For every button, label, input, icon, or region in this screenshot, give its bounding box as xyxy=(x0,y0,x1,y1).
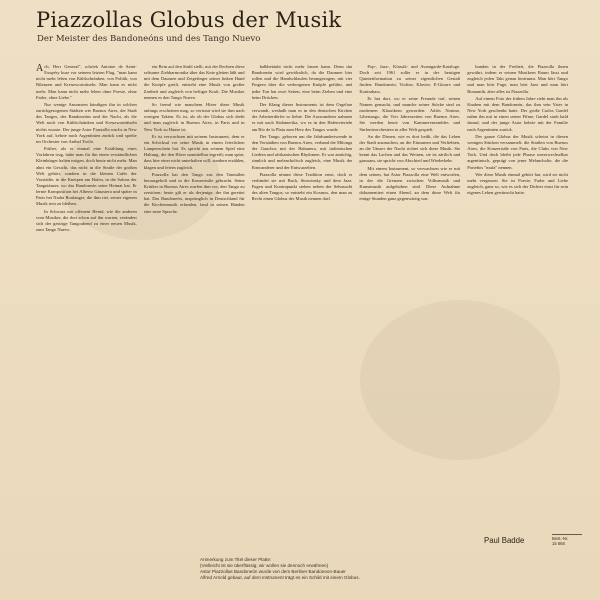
article-paragraph: Wer diese Musik einmal gehört hat, wird sie nicht mehr vergessen. Sie ist Poesie, Farbe und Liebe zugleich, ganz so, wie es sich der Dichter einst für sein eigenes Leben gewünscht hatte. xyxy=(467,171,568,196)
article-paragraph: Der Klang dieses Instruments ist dem Orgelton verwandt, weshalb man es in den deutschen Kirchen der Arbeiterdörfer so liebte. Die Auswanderer nahmen es mit nach Südamerika, wo es in den Hafenvierteln am Río de la Plata zum Herz des Tangos wurde. xyxy=(251,101,353,132)
catalog-number: 15 668 xyxy=(552,541,565,547)
article-column xyxy=(36,64,137,542)
article-paragraph: In Schwarz mit offenem Hemd, wie die anderen vom Musiker, die dort schon auf ihn warten, verändert sich der gestrige Tangoabend zu einer neuen Musik, zum Tango Nuevo. xyxy=(36,208,137,233)
article-paragraph: Der Tango, geboren um die Jahrhundertwende in den Vorstädten von Buenos Aires, verband die Milonga der Gauchos mit der Habanera, mit italienischen Liedern und afrikanischen Rhythmen. Er war anrüchig, sinnlich und melancholisch zugleich, eine Musik der Einwanderer und der Entwurzelten. xyxy=(251,133,353,170)
article-paragraph: Nur wenige Ansonsten kündigen ihn in solchen zurückgezogenen Städten wie Buenos Aires, der Stadt des Tangos, des Bandoneóns und der Nacht, als die Welt noch von Kühlschränken und Kreuzworträtseln nichts wusste. Der junge Astor Piazzolla wuchs in New York auf, kehrte nach Argentinien zurück und spielte im Orchester von Aníbal Troilo. xyxy=(36,101,137,144)
article-paragraph: Pop-, Jazz-, Klassik- und Avantgarde-Kataloge. Doch seit 1961 sollte er in der heutigen Quintettformation zu seiner eigentlichen Gestalt finden: Bandoneón, Violine, Klavier, E-Gitarre und Kontrabass. xyxy=(359,64,461,94)
article-column xyxy=(359,64,460,542)
article-paragraph: Er hat dort, wo er seine Freunde traf, seinen Namen gemacht, und manche seiner Stücke sind zu modernen Klassikern geworden: Adiós Nonino, Libertango, die Vier Jahreszeiten von Buenos Aires. Sie werden heute von Kammerensembles und Sinfonieorchestern in aller Welt gespielt. xyxy=(359,95,461,132)
catalog-number-box xyxy=(552,534,582,546)
article-paragraph: An die Dirnen, wie es dort heißt, die das Leben der Stadt ausmachen, an die Einsamen und Verliebten, an die Tänzer der Nacht richtet sich diese Musik. Sie kennt das Lachen und das Weinen, sie ist zärtlich und grausam, sie spricht von Abschied und Wiederkehr. xyxy=(359,133,461,164)
article-column xyxy=(144,64,245,542)
footnote xyxy=(200,557,530,581)
catalog-label: Best.-Nr. xyxy=(552,536,569,541)
article-paragraph: Piazzolla hat den Tango aus den Tanzsälen herausgeholt und in die Konzertsäle gebracht. Seine Kritiker in Buenos Aires warfen ihm vor, den Tango zu zerstören; heute gilt er als derjenige, der ihn gerettet hat. Das Bandoneón, ursprünglich in Deutschland für die Kirchenmusik erfunden, fand in seinen Händen eine neue Sprache. xyxy=(143,171,245,214)
article-body xyxy=(36,64,568,542)
footnote-line: Astor Piazzollas Bandoneón wurde von dem Berliner Bandoneon-Bauer xyxy=(200,568,346,574)
article-paragraph: halbbetäubt nicht mehr lassen kann. Denn das Bandoneón wird gewöhnlich, da die Daumen hier sollen und die Handschlaufen herangezogen, mit vier Fingern über die verborgenen Knöpfe geführt, und jeder Ton hat zwei Seiten, eine beim Ziehen und eine beim Drücken. xyxy=(251,64,353,100)
article-paragraph: Früher, als er einmal eine Erzählung eines Vorfahren trug, hätte man für ihn einen verständlichen Kleinbürger halten mögen, doch heute nicht mehr. Man ahnt ein Gesicht, das nicht in die Straße der großen Welt gehört, sondern in die kleinen Cafés der Vorstädte, in die Kneipen am Hafen, in die Salons der Tangotänzer, wo das Bandoneón seine Heimat hat. Er lernte Komposition bei Alberto Ginastera und später in Paris bei Nadia Boulanger, die ihm riet, seiner eigenen Musik treu zu bleiben. xyxy=(36,146,137,207)
article-paragraph: Er ist verwachsen mit seinem Instrument, dem er ein Schicksal vor seine Musik in einem feierlichen Lampenschein hat. Es spricht aus seinem Spiel eine Haltung, die den Hörer unmittelbar ergreift; man spürt, dass hier einer nicht unterhalten will, sondern erzählen, klagen und feiern zugleich. xyxy=(143,133,245,170)
article-paragraph: Ach, Herr General", schrieb Antoine de Saint-Exupéry kurz vor seinem letzten Flug, "man kann nicht mehr leben von Kühlschränken, von Politik, von Bilanzen und Kreuzworträtseln. Man kann es nicht mehr. Man kann nicht mehr leben ohne Poesie, ohne Farbe, ohne Liebe." xyxy=(36,64,137,100)
article-paragraph: Der ganze Globus der Musik scheint in diesen wenigen Stücken versammelt: die Straßen von Buenos Aires, die Konzertsäle von Paris, die Clubs von New York. Und doch bleibt jede Phrase unverwechselbar argentinisch, geprägt von jener Melancholie, die die Porteños "mufa" nennen. xyxy=(467,133,568,170)
article-paragraph: So fremd wie manchem Hörer diese Musik anfangs erscheinen mag, so vertraut wird sie ihm nach wenigen Takten. Es ist, als ob der Globus sich dreht und man zugleich in Buenos Aires, in Paris und in New York zu Hause ist. xyxy=(143,101,245,132)
author-signature: Paul Badde xyxy=(484,536,525,545)
article-paragraph: Auf einem Foto der frühen Jahre sieht man ihn als Knaben mit dem Bandoneón, das ihm sein Vater in New York geschenkt hatte. Der große Carlos Gardel nahm ihn mit in einen seiner Filme; Gardel starb bald darauf, und der junge Astor kehrte mit der Familie nach Argentinien zurück. xyxy=(467,95,568,132)
footnote-line: Anmerkung zum Titel dieser Platte: xyxy=(200,557,272,562)
article-paragraph: Mit einem Instrument, so verwachsen wie er mit dem seinen, hat Astor Piazzolla eine Welt entworfen, in der die Grenzen zwischen Volksmusik und Kunstmusik aufgehoben sind. Diese Aufnahme dokumentiert einen Abend, an dem diese Welt für einige Stunden ganz gegenwärtig war. xyxy=(359,165,461,202)
article-column xyxy=(467,64,568,542)
page-subtitle: Der Meister des Bandoneóns und des Tango Nuevo xyxy=(37,34,261,44)
article-column xyxy=(252,64,353,542)
article-paragraph: ein Bein auf den Stuhl stellt, mit der Rechten diese seltsame Ziehharmonika über das Knie gleiten läßt und mit dem Daumen und Zeigefinger seiner linken Hand die Knöpfe greift, entsteht eine Musik von großer Zartheit und zugleich von heftiger Kraft. Die Musiker nennen es den Tango Nuevo. xyxy=(143,64,245,100)
article-paragraph: Piazzolla nimmt diese Tradition ernst, doch er verbindet sie mit Bach, Strawinsky und dem Jazz. Fugen und Kontrapunkt stehen neben der Sehnsucht des alten Tangos; so entsteht ein Kosmos, den man zu Recht einen Globus der Musik nennen darf. xyxy=(251,171,353,202)
footnote-line: (Vielleicht ist sie überflüssig; wir wollen sie dennoch erwähnen) xyxy=(200,562,329,568)
article-paragraph: bunden in der Freiheit, die Piazzolla ihnen gewährt, indem er seinen Musikern Raum lässt und zugleich jeden Takt genau bestimmt. Man hört Tango und man hört Fuge, man hört Jazz und man hört Romantik, aber alles ist Piazzolla. xyxy=(467,64,568,94)
page-title: Piazzollas Globus der Musik xyxy=(36,8,342,32)
footnote-line: Alfred Arnold gebaut, auf dem Instrument trägt es ein Schild mit einem Globus. xyxy=(200,574,360,580)
